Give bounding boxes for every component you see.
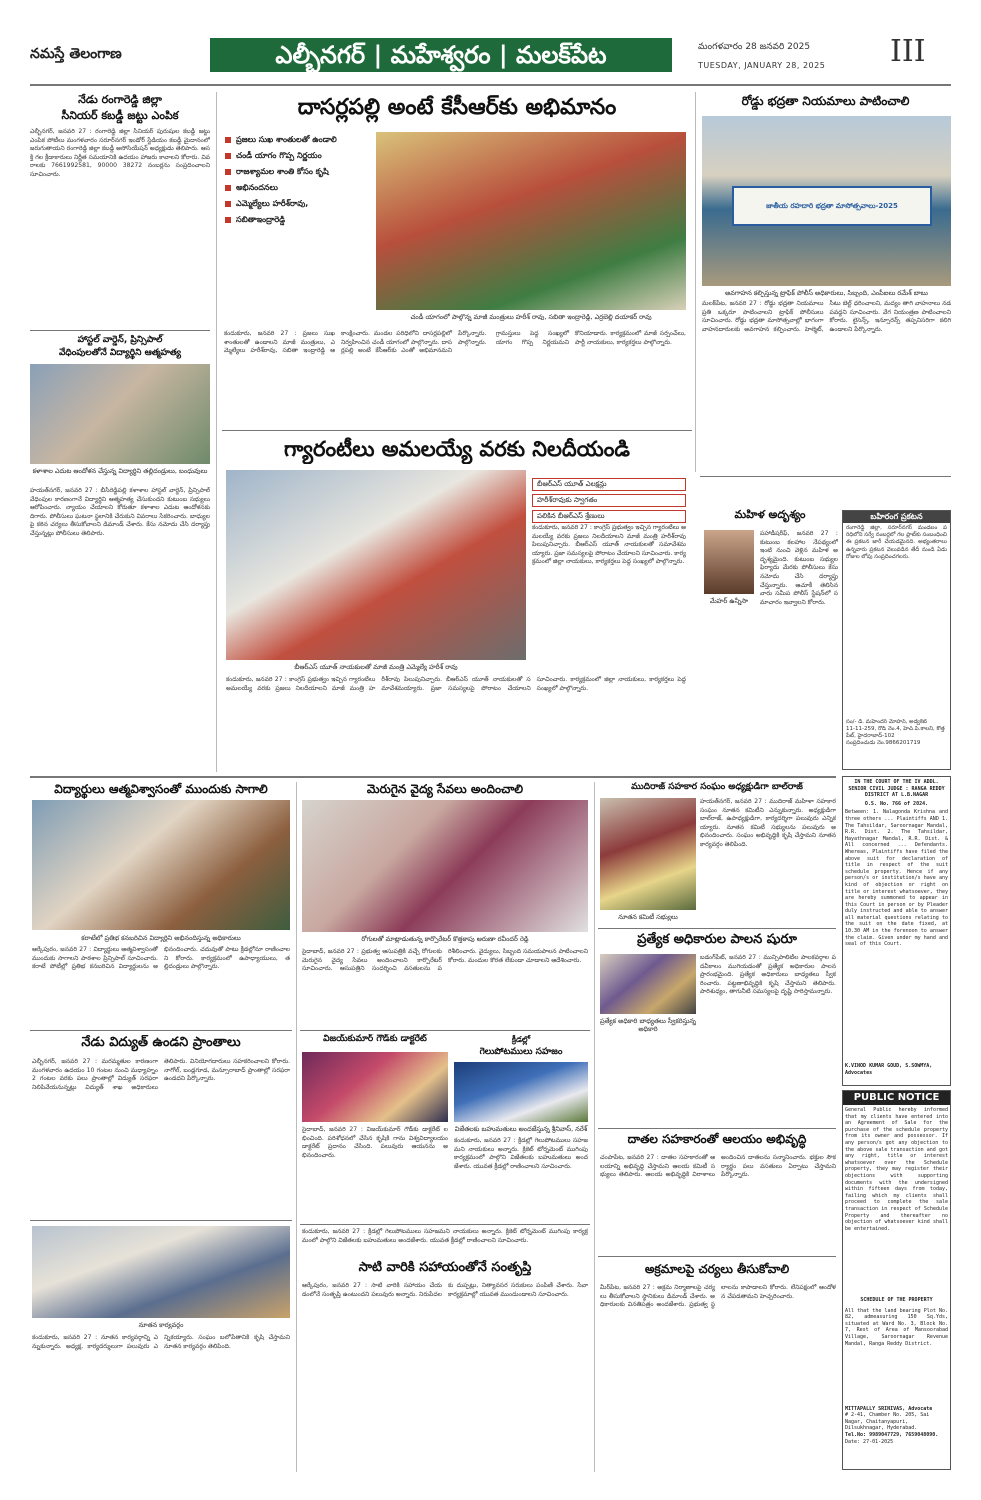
donors-headline: దాతల సహకారంతో ఆలయం అభివృద్ధి: [627, 1132, 807, 1146]
special-officers-photo: [600, 954, 696, 1014]
public-notice-english-body: General Public hereby informed that my clients have entered into an Agreement of Sale for the purchase of the schedule property from its owner and possessor. If any person/s got any objection to the above sale transaction and got any right, title or interest whatsoever over the Schedule property, they may register their objections with supporting documents with the undersigned within fifteen days from today, failing which my clients shall proceed to complete the sale transaction in respect of Schedule Property and thereafter no objection of whatsoever kind shall be entertained.: [845, 1107, 948, 1232]
hostel-headline-2: వేధింపులతోనే విద్యార్థిని ఆత్మహత్య: [58, 348, 182, 358]
lead-bullet: ప్రజలు సుఖ శాంతులతో ఉండాలి: [224, 132, 372, 148]
road-safety-banner: జాతీయ రహదారి భద్రతా మాసోత్సవాలు-2025: [732, 186, 932, 226]
divider: [222, 430, 692, 431]
irregularities-body: మీర్‌పేట, జనవరి 27 : అక్రమ నిర్మాణాలపై చర్యలు తీసుకోవాలని స్థానికులు డిమాండ్ చేశారు. అధికారులకు వినతిపత్రం అందజేశారు. ప్రభుత్వ స్థలాలను కాపాడాలని కోరారు. లేనిపక్షంలో ఆందోళన చేపడతామని హెచ్చరించారు.: [600, 1284, 836, 1309]
donors-body: చంపాపేట, జనవరి 27 : దాతల సహకారంతో ఆలయాన్ని అభివృద్ధి చేస్తామని ఆలయ కమిటీ సభ్యులు తెలిపారు. ఆలయ అభివృద్ధికి విరాళాలు అందించిన దాతలను సన్మానించారు. భక్తుల సౌకర్యార్థం పలు వసతులు ఏర్పాటు చేస్తామని పేర్కొన్నారు.: [600, 1154, 836, 1179]
road-safety-photo: [702, 116, 951, 286]
new-committee-photo: [32, 1226, 290, 1318]
court-notice: [842, 776, 951, 1086]
students-photo: [32, 800, 290, 930]
column-divider: [695, 92, 696, 472]
vijay-photo: [302, 1052, 448, 1122]
woman-missing-headline: మహిళ అదృశ్యం: [734, 508, 806, 521]
lead-headline: దాసర్లపల్లి అంటే కేసీఆర్‌కు అభిమానం: [297, 95, 617, 120]
kabaddi-article: [30, 92, 210, 316]
divider: [598, 1128, 836, 1129]
power-cut-body: ఎల్బీనగర్, జనవరి 27 : మరమ్మతుల కారణంగా మంగళవారం ఉదయం 10 గంటల నుంచి మధ్యాహ్నం 2 గంటల వరకు పలు ప్రాంతాల్లో విద్యుత్ సరఫరా నిలిపివేయనున్నట్లు విద్యుత్ శాఖ అధికారులు తెలిపారు. వినియోగదారులు సహకరించాలని కోరారు. నాగోల్, బండ్లగూడ, మన్సూరాబాద్ ప్రాంతాల్లో సరఫరా ఉండదని పేర్కొన్నారు.: [32, 1058, 290, 1091]
notice-date: Date: 27-01-2025: [845, 1438, 894, 1445]
guarantees-body: కందుకూరు, జనవరి 27 : కాంగ్రెస్ ప్రభుత్వం ఇచ్చిన గ్యారంటీలు అమలయ్యే వరకు ప్రజలు నిలదీయాలని మాజీ మంత్రి హరీశ్‌రావు పిలుపునిచ్చారు. బీఆర్‌ఎస్ యూత్ నాయకులతో సమావేశమయ్యారు. ప్రజా సమస్యలపై పోరాటం చేయాలని సూచించారు. కార్యక్రమంలో జిల్లా నాయకులు, కార్యకర్తలు పెద్ద సంఖ్యలో పాల్గొన్నారు.: [226, 676, 686, 692]
schedule-body: All that the land bearing Plot No. 82, admeasuring 150 Sq.Yds, situated at Ward No. 3, Block No. 7, Rest of Area of Mansoorabad Village, Saroornagar Revenue Mandal, Ranga Reddy District.: [845, 1307, 948, 1347]
lead-bullets: [224, 132, 372, 228]
public-notice-phone: సంప్రదించుడు నెం.9866201719: [846, 740, 921, 746]
divider: [30, 1030, 292, 1031]
notice-signatory: MITTAPALLY SRINIVAS, Advocate: [845, 1405, 933, 1412]
divider: [598, 928, 836, 929]
cooperative-photo: [600, 798, 696, 910]
column-divider: [594, 782, 595, 1472]
sports-photo: [454, 1062, 588, 1122]
public-notice-english-title: PUBLIC NOTICE: [843, 1091, 950, 1105]
divider: [700, 476, 951, 477]
lead-bullet: సబితాఇంద్రారెడ్డి: [224, 212, 372, 228]
cooperative-caption: నూతన కమిటీ సభ్యులు: [618, 913, 678, 921]
guarantees-tag: హరీశ్‌రావుకు స్వాగతం: [532, 494, 686, 507]
guarantees-body-right: కందుకూరు, జనవరి 27 : కాంగ్రెస్ ప్రభుత్వం ఇచ్చిన గ్యారంటీలు అమలయ్యే వరకు ప్రజలు నిలదీయాలని మాజీ మంత్రి హరీశ్‌రావు పిలుపునిచ్చారు. బీఆర్‌ఎస్ యూత్ నాయకులతో సమావేశమయ్యారు. ప్రజా సమస్యలపై పోరాటం చేయాలని సూచించారు. కార్యక్రమంలో జిల్లా నాయకులు, కార్యకర్తలు పెద్ద సంఖ్యలో పాల్గొన్నారు.: [532, 524, 686, 566]
court-notice-body: Between: 1. Nalagonda Krishna and three others ... Plaintiffs AND 1. The Tahsildar, Saroornagar Mandal, R.R. Dist. 2. The Tahsildar, Hayathnagar Mandal, R.R. Dist. & All concerned ... Defendants. Whereas, Plaintiffs have filed the above suit for declaration of title in respect of the suit schedule property. Hence if any person/s or institution/s have any kind of objection or right on title or interest whatsoever, they are hereby summoned to appear in this Court in person or by Pleader duly instructed and able to answer all material questions relating to the suit on the date fixed, at 10.30 AM in the forenoon to answer the claim. Given under my hand and seal of this Court.: [845, 809, 948, 948]
hostel-article: [30, 334, 210, 757]
divider: [598, 1256, 836, 1257]
guarantees-headline: గ్యారంటీలు అమలయ్యే వరకు నిలదీయండి: [284, 437, 630, 461]
harish-rao-youth-photo: [226, 470, 526, 660]
cooperative-body: హయత్‌నగర్, జనవరి 27 : ముదిరాజ్ మహిళా సహకార సంఘం నూతన కమిటీని ఎన్నుకున్నారు. అధ్యక్షుడిగా బాల్‌రాజ్, ఉపాధ్యక్షుడిగా, కార్యదర్శిగా పలువురు ఎన్నికయ్యారు. నూతన కమిటీ సభ్యులను పలువురు అభినందించారు. సంఘం అభివృద్ధికి కృషి చేస్తామని నూతన కార్యవర్గం తెలిపింది.: [700, 798, 836, 848]
guarantees-tag: బీఆర్‌ఎస్ యూత్ ఎలక్షన్లు: [532, 478, 686, 491]
schedule-title: SCHEDULE OF THE PROPERTY: [860, 1297, 933, 1303]
public-notice-address: 11-11-259, రోడ్ నెం.4, హెచ్.పి.కాలనీ, కొత్తపేట్, హైదరాబాద్-102: [846, 726, 945, 739]
column-divider: [296, 782, 297, 1472]
hostel-body: హయత్‌నగర్, జనవరి 27 : బీసీరెడ్డిపల్లి కళాశాల హాస్టల్ వార్డెన్, ప్రిన్సిపాల్ వేధింపుల కారణంగానే విద్యార్థిని ఆత్మహత్య చేసుకుందని కుటుంబ సభ్యులు ఆరోపించారు. న్యాయం చేయాలని కోరుతూ కళాశాల ఎదుట ఆందోళనకు దిగారు. పోలీసులు ఘటనా స్థలానికి చేరుకుని వివరాలు సేకరించారు. బాధ్యులపై కఠిన చర్యలు తీసుకోవాలని డిమాండ్ చేశారు. కేసు నమోదు చేసి దర్యాప్తు చేస్తున్నట్లు పోలీసులు తెలిపారు.: [30, 487, 210, 537]
missing-woman-photo: [704, 530, 754, 594]
date-telugu: మంగళవారం 28 జనవరి 2025: [698, 42, 811, 52]
irregularities-headline: అక్రమాలపై చర్యలు తీసుకోవాలి: [644, 1262, 790, 1276]
kabaddi-headline-2: సీనియర్ కబడ్డీ జట్టు ఎంపిక: [61, 109, 179, 122]
new-committee-caption: నూతన కార్యవర్గం: [138, 1321, 184, 1329]
sports-body: కందుకూరు, జనవరి 27 : క్రీడల్లో గెలుపోటములు సహజమని నాయకులు అన్నారు. క్రికెట్ టోర్నమెంట్ ముగింపు కార్యక్రమంలో పాల్గొని విజేతలకు బహుమతులు అందజేశారు. యువత క్రీడల్లో రాణించాలని సూచించారు.: [454, 1137, 588, 1170]
divider: [300, 1030, 590, 1031]
chandi-photo-caption: చండీ యాగంలో పాల్గొన్న మాజీ మంత్రులు హరీశ్ రావు, సబితా ఇంద్రారెడ్డి, ఎర్రబెల్లి దయాకర్ రావు: [410, 313, 652, 321]
lead-bullet: రాజశ్యామల శాంతి కోసం కృషి: [224, 164, 372, 180]
date-english: TUESDAY, JANUARY 28, 2025: [698, 61, 826, 70]
sports-body-continued: కందుకూరు, జనవరి 27 : క్రీడల్లో గెలుపోటములు సహజమని నాయకులు అన్నారు. క్రికెట్ టోర్నమెంట్ ముగింపు కార్యక్రమంలో పాల్గొని విజేతలకు బహుమతులు అందజేశారు. యువత క్రీడల్లో రాణించాలని సూచించారు.: [302, 1228, 588, 1244]
sports-caption: విజేతలకు బహుమతులు అందజేస్తున్న శ్రీనివాస్, నరేశ్: [454, 1125, 588, 1133]
court-notice-advocate: K.VINOD KUMAR GOUD, S.SOWMYA, Advocates: [845, 1063, 933, 1076]
harish-photo-caption: బీఆర్‌ఎస్ యూత్ నాయకులతో మాజీ మంత్రి ఎమ్మెల్యే హరీశ్ రావు: [294, 663, 458, 671]
sports-headline-1: క్రీడల్లో: [511, 1035, 531, 1044]
medical-body: సైదాబాద్, జనవరి 27 : ప్రభుత్వ ఆసుపత్రికి వచ్చే రోగులకు మెరుగైన వైద్య సేవలు అందించాలని కార్పొరేటర్ సూచించారు. ఆసుపత్రిని సందర్శించి వసతులను పరిశీలించారు. వైద్యులు, సిబ్బంది సమయపాలన పాటించాలని కోరారు. మందుల కొరత లేకుండా చూడాలని ఆదేశించారు.: [302, 948, 588, 973]
chandi-yagam-photo: [376, 132, 686, 310]
notice-address: # 2-41, Chamber No. 205, Sai Nagar, Chaitanyapuri, Dilsukhnagar, Hyderabad.: [845, 1412, 930, 1432]
lead-body: కందుకూరు, జనవరి 27 : ప్రజలు సుఖ శాంతులతో ఉండాలని మాజీ మంత్రులు, ఎమ్మెల్యేలు హరీశ్‌రావు, సబితా ఇంద్రారెడ్డి ఆకాంక్షించారు. మండల పరిధిలోని దాసర్లపల్లిలో నిర్వహించిన చండీ యాగంలో పాల్గొన్నారు. దాసర్లపల్లి అంటే కేసీఆర్‌కు ఎంతో అభిమానమని పేర్కొన్నారు. గ్రామస్తులు పెద్ద సంఖ్యలో పాల్గొన్నారు. యాగం గొప్ప నిర్ణయమని కొనియాడారు. కార్యక్రమంలో మాజీ సర్పంచ్‌లు, పార్టీ నాయకులు, కార్యకర్తలు పాల్గొన్నారు.: [224, 330, 686, 355]
masthead-rule: [30, 84, 951, 86]
medical-headline: మెరుగైన వైద్య సేవలు అందించాలి: [366, 782, 524, 796]
kabaddi-headline-1: నేడు రంగారెడ్డి జిల్లా: [78, 93, 162, 106]
public-notice-signature: సం/- డి. మహేందర్ మోహన్, అడ్వకేట్: [846, 719, 928, 725]
guarantees-tag: పలికిన బీఆర్‌ఎస్ శ్రేణులు: [532, 510, 686, 523]
cooperative-headline: ముదిరాజ్ సహకార సంఘం అధ్యక్షుడిగా బాల్‌రాజ్: [631, 782, 803, 792]
medical-photo: [302, 800, 588, 932]
road-safety-headline: రోడ్డు భద్రతా నియమాలు పాటించాలి: [741, 94, 910, 108]
vijay-body: సైదాబాద్, జనవరి 27 : విజయ్‌కుమార్ గౌడ్‌కు డాక్టరేట్ లభించింది. పరిశోధనలో చేసిన కృషికి గాను విశ్వవిద్యాలయం డాక్టరేట్ ప్రదానం చేసింది. పలువురు ఆయనను అభినందించారు.: [302, 1126, 448, 1159]
hostel-photo-caption: కళాశాల ఎదుట ఆందోళన చేస్తున్న విద్యార్థిని తల్లిదండ్రులు, బంధువులు: [32, 467, 208, 475]
students-caption: కరాటేలో ప్రతిభ కనబరిచిన విద్యార్థిని అభినందిస్తున్న అధికారులు: [81, 934, 241, 942]
divider: [300, 1224, 590, 1225]
sports-headline-2: గెలుపోటములు సహజం: [479, 1047, 563, 1057]
column-divider: [216, 92, 217, 772]
medical-caption: రోగులతో మాట్లాడుతున్న కార్పొరేటర్ కొత్తకాపు అరుణా రవీందర్ రెడ్డి: [361, 935, 529, 943]
special-officers-headline: ప్రత్యేక అధికారుల పాలన షురూ: [637, 932, 797, 947]
court-notice-title: IN THE COURT OF THE IV ADDL. SENIOR CIVIL JUDGE : RANGA REDDY DISTRICT AT L.B.NAGAR: [848, 779, 945, 799]
lead-bullet: అభినందనలు: [224, 180, 372, 196]
hostel-headline-1: హాస్టల్ వార్డెన్, ప్రిన్సిపాల్: [77, 335, 163, 345]
divider: [30, 330, 210, 331]
missing-woman-caption: మేహర్ ఉన్నీసా: [709, 597, 749, 605]
special-officers-body: బడంగ్‌పేట్, జనవరి 27 : మున్సిపాలిటీల పాలకవర్గాల పదవీకాలం ముగియడంతో ప్రత్యేక అధికారుల పాలన ప్రారంభమైంది. ప్రత్యేక అధికారులు బాధ్యతలు స్వీకరించారు. పట్టణాభివృద్ధికి కృషి చేస్తామని తెలిపారు. పారిశుధ్యం, తాగునీటి సమస్యలపై దృష్టి సారిస్తామన్నారు.: [700, 954, 836, 996]
public-notice-english: [842, 1090, 951, 1470]
lead-bullet: ఎమ్మెల్యేలు హరీశ్‌రావు,: [224, 196, 372, 212]
guarantees-tags: [532, 478, 686, 526]
new-committee-body: కందుకూరు, జనవరి 27 : నూతన కార్యవర్గాన్ని ఎన్నుకున్నారు. అధ్యక్ష, కార్యదర్శులుగా పలువురు ఎన్నికయ్యారు. సంఘం బలోపేతానికి కృషి చేస్తామని నూతన కార్యవర్గం తెలిపింది.: [32, 1334, 290, 1350]
woman-missing-body: పహాడీషరీఫ్, జనవరి 27 : కుటుంబ కలహాల నేపథ్యంలో ఇంటి నుంచి వెళ్లిన మహిళ అదృశ్యమైంది. కుటుంబ సభ్యుల ఫిర్యాదు మేరకు పోలీసులు కేసు నమోదు చేసి దర్యాప్తు చేస్తున్నారు. ఆచూకీ తెలిసిన వారు సమీప పోలీస్ స్టేషన్‌లో సమాచారం ఇవ్వాలని కోరారు.: [760, 530, 838, 606]
court-notice-case: O.S. No. 766 of 2024.: [864, 800, 929, 807]
public-notice-telugu: [842, 510, 951, 770]
kabaddi-body: ఎల్బీనగర్, జనవరి 27 : రంగారెడ్డి జిల్లా సీనియర్ పురుషుల కబడ్డీ జట్టు ఎంపిక పోటీలు మంగళవారం సరూర్‌నగర్ ఇండోర్ స్టేడియం కబడ్డీ మైదానంలో జరుగుతాయని రంగారెడ్డి జిల్లా కబడ్డీ అసోసియేషన్ అధ్యక్షుడు తెలిపారు. ఆసక్తి గల క్రీడాకారులు నిర్ణీత సమయానికి ఉదయం హాజరు కావాలని కోరారు. వివరాలకు 7661992581, 90000 38272 నంబర్లను సంప్రదించాలని సూచించారు.: [30, 128, 210, 178]
students-body: ఆర్కేపురం, జనవరి 27 : విద్యార్థులు ఆత్మవిశ్వాసంతో ముందుకు సాగాలని పాఠశాల ప్రిన్సిపాల్ సూచించారు. కరాటే పోటీల్లో ప్రతిభ కనబరిచిన విద్యార్థులను అభినందించారు. చదువుతో పాటు క్రీడల్లోనూ రాణించాలని కోరారు. కార్యక్రమంలో ఉపాధ్యాయులు, తల్లిదండ్రులు పాల్గొన్నారు.: [32, 946, 290, 971]
hostel-protest-photo: [30, 364, 210, 464]
lead-bullet: చండీ యాగం గొప్ప నిర్ణయం: [224, 148, 372, 164]
vijay-headline: విజయ్‌కుమార్ గౌడ్‌కు డాక్టరేట్: [323, 1034, 427, 1044]
road-safety-body: మలక్‌పేట, జనవరి 27 : రోడ్డు భద్రతా నియమాలు ప్రతి ఒక్కరూ పాటించాలని ట్రాఫిక్ పోలీసులు సూచించారు. రోడ్డు భద్రతా మాసోత్సవాల్లో భాగంగా వాహనదారులకు అవగాహన కల్పించారు. హెల్మెట్, సీటు బెల్ట్ ధరించాలని, మద్యం తాగి వాహనాలు నడపవద్దని సూచించారు. వేగ నియంత్రణ పాటించాలని కోరారు. లైసెన్స్, ఇన్సూరెన్స్ తప్పనిసరిగా కలిగి ఉండాలని పేర్కొన్నారు.: [702, 300, 951, 333]
students-headline: విద్యార్థులు ఆత్మవిశ్వాసంతో ముందుకు సాగాలి: [54, 782, 268, 796]
road-safety-caption: అవగాహన కల్పిస్తున్న ట్రాఫిక్ పోలీస్ అధికారులు, సిబ్బంది, ఎంపీఐలు రమేశ్ బాబు: [725, 289, 928, 297]
newspaper-brand: నమస్తే తెలంగాణ: [30, 46, 122, 62]
notice-phone: Tel.No: 9989047729, 7659048090.: [845, 1431, 939, 1438]
power-cut-headline: నేడు విద్యుత్ ఉండని ప్రాంతాలు: [81, 1035, 241, 1050]
special-officers-caption: ప్రత్యేక అధికారి బాధ్యతలు స్వీకరిస్తున్న అధికారి: [600, 1017, 696, 1033]
page-number: III: [890, 34, 926, 69]
help-others-headline: సాటి వారికి సహాయంతోనే సంతృప్తి: [358, 1260, 532, 1275]
edition-title: ఎల్బీనగర్ | మహేశ్వరం | మలక్‌పేట: [210, 38, 672, 72]
help-others-body: ఆర్కేపురం, జనవరి 27 : సాటి వారికి సహాయం చేయడంలోనే సంతృప్తి ఉంటుందని పలువురు అన్నారు. నిరుపేదలకు దుప్పట్లు, నిత్యావసర సరుకులు పంపిణీ చేశారు. సేవా కార్యక్రమాల్లో యువత ముందుండాలని సూచించారు.: [302, 1282, 588, 1298]
divider: [30, 1220, 292, 1221]
section-rule: [30, 776, 836, 778]
public-notice-telugu-body: రంగారెడ్డి జిల్లా, సరూర్‌నగర్ మండలం పరిధిలోని సర్వే నంబర్లలో గల ప్లాట్‌కు సంబంధించి ఈ ప్రకటన జారీ చేయడమైనది. అభ్యంతరాలు ఉన్నవారు ప్రకటన వెలువడిన తేదీ నుండి ఏడు రోజుల లోపు సంప్రదించగలరు.: [846, 525, 947, 560]
public-notice-telugu-title: బహిరంగ ప్రకటన: [843, 511, 950, 523]
